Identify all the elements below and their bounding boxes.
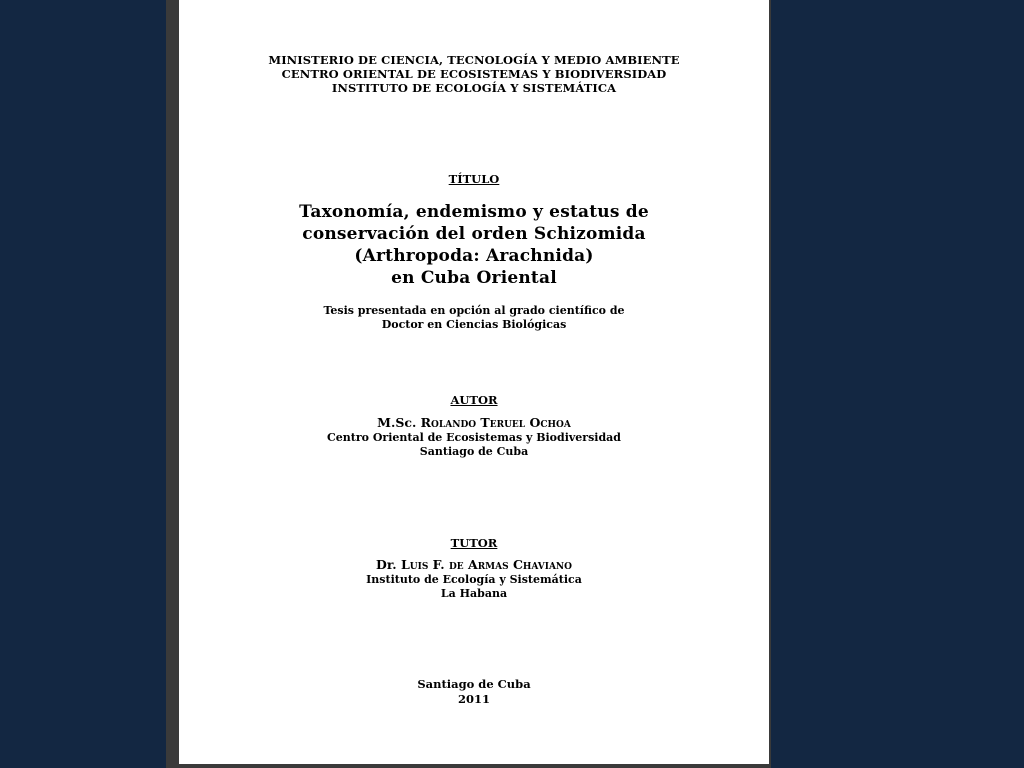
author-label: AUTOR (450, 393, 498, 407)
tutor-affiliation: Instituto de Ecología y Sistemática (366, 573, 582, 586)
title-line-2: conservación del orden Schizomida (302, 224, 646, 244)
thesis-title (179, 201, 769, 289)
author-affiliation: Centro Oriental de Ecosistemas y Biodiversidad (327, 431, 621, 444)
title-line-1: Taxonomía, endemismo y estatus de (299, 202, 649, 222)
tutor-name-text: Luis F. de Armas Chaviano (400, 557, 573, 572)
author-label-block (179, 393, 769, 407)
thesis-subtitle (179, 304, 769, 332)
subtitle-line-2: Doctor en Ciencias Biológicas (381, 318, 567, 331)
footer-year: 2011 (457, 692, 490, 706)
tutor-label-block (179, 536, 769, 550)
author-name (179, 415, 769, 431)
title-line-4: en Cuba Oriental (391, 268, 557, 288)
footer-place: Santiago de Cuba (417, 677, 531, 691)
tutor-prefix: Dr. (375, 557, 401, 572)
author-city: Santiago de Cuba (419, 445, 529, 458)
tutor-label: TUTOR (450, 536, 498, 550)
header-line-institute: INSTITUTO DE ECOLOGÍA Y SISTEMÁTICA (331, 81, 617, 95)
title-label: TÍTULO (448, 172, 500, 186)
tutor-block (179, 557, 769, 601)
title-label-block (179, 172, 769, 186)
document-page[interactable] (179, 0, 769, 764)
author-block (179, 415, 769, 459)
subtitle-line-1: Tesis presentada en opción al grado científico de (323, 304, 625, 317)
header-line-ministry: MINISTERIO DE CIENCIA, TECNOLOGÍA Y MEDIO AMBIENTE (268, 53, 680, 67)
institution-header (179, 53, 769, 95)
author-name-text: Rolando Teruel Ochoa (420, 415, 571, 430)
title-line-3: (Arthropoda: Arachnida) (354, 246, 594, 266)
tutor-name (179, 557, 769, 573)
footer-block (179, 677, 769, 707)
tutor-city: La Habana (440, 587, 508, 600)
author-prefix: M.Sc. (377, 415, 421, 430)
header-line-center: CENTRO ORIENTAL DE ECOSISTEMAS Y BIODIVERSIDAD (281, 67, 667, 81)
